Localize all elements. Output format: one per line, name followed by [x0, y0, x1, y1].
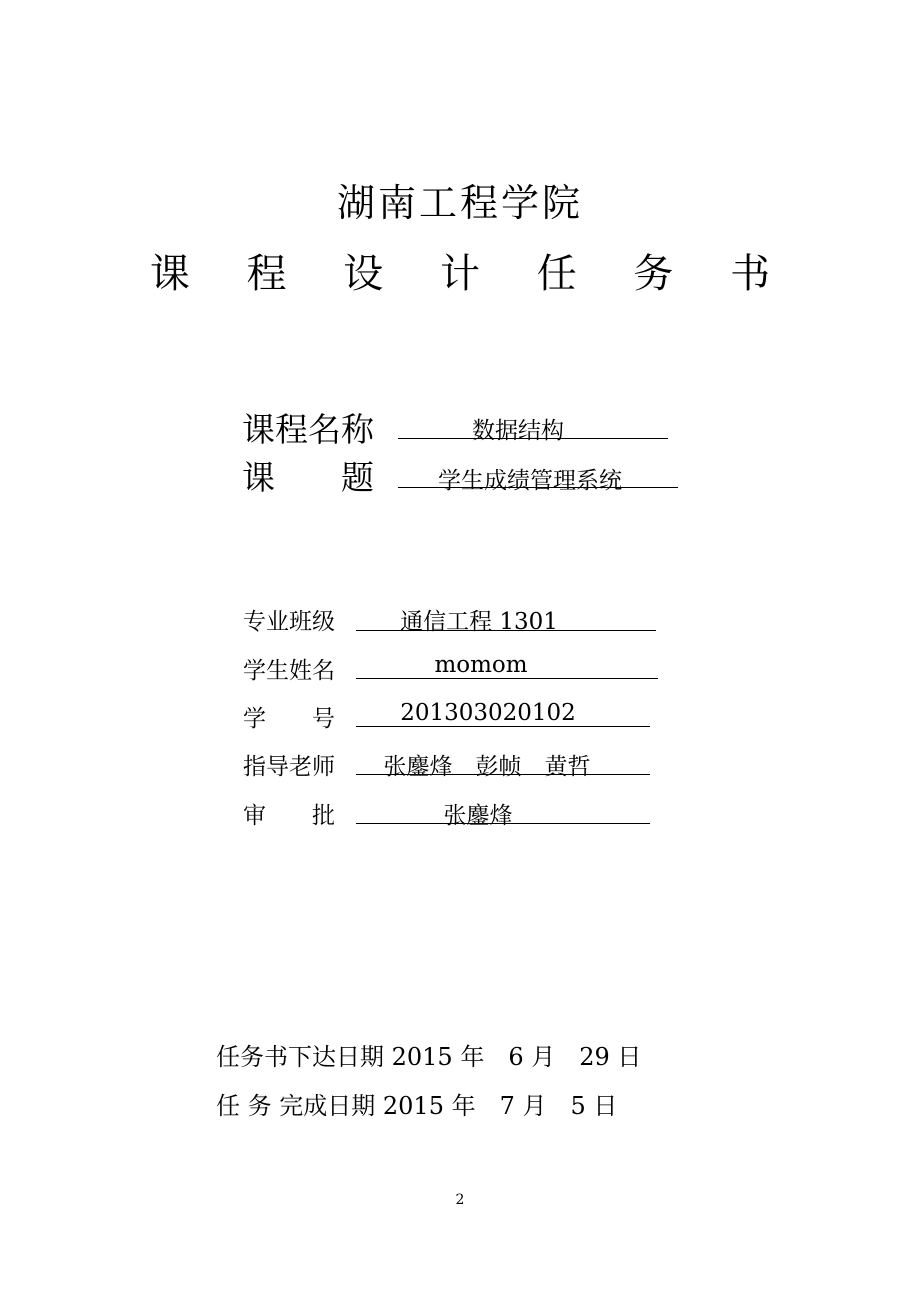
course-name-label: 课程名称 [242, 410, 374, 449]
document-title: 课 程 设 计 任 务 书 [149, 251, 793, 297]
student-name-value: momom [434, 652, 528, 678]
student-name-label: 学生姓名 [243, 658, 335, 684]
approver-value: 张鏖烽 [443, 803, 513, 829]
topic-value: 学生成绩管理系统 [438, 468, 622, 494]
issue-date: 任务书下达日期 2015 年 6 月 29 日 [216, 1043, 642, 1071]
student-name-underline [356, 678, 658, 679]
class-label: 专业班级 [243, 609, 335, 635]
approver-label: 审 批 [243, 803, 335, 829]
student-id-label: 学 号 [243, 706, 335, 732]
class-value: 通信工程 1301 [400, 609, 558, 635]
advisor-label: 指导老师 [243, 754, 335, 780]
student-id-underline [356, 726, 650, 727]
page-number: 2 [455, 1192, 465, 1208]
topic-label: 课 题 [242, 458, 374, 497]
student-id-value: 201303020102 [400, 700, 576, 726]
advisor-value: 张鏖烽 彭帧 黄哲 [383, 754, 591, 780]
completion-date: 任 务 完成日期 2015 年 7 月 5 日 [216, 1092, 618, 1120]
school-name: 湖南工程学院 [336, 181, 583, 225]
course-name-value: 数据结构 [472, 418, 564, 444]
